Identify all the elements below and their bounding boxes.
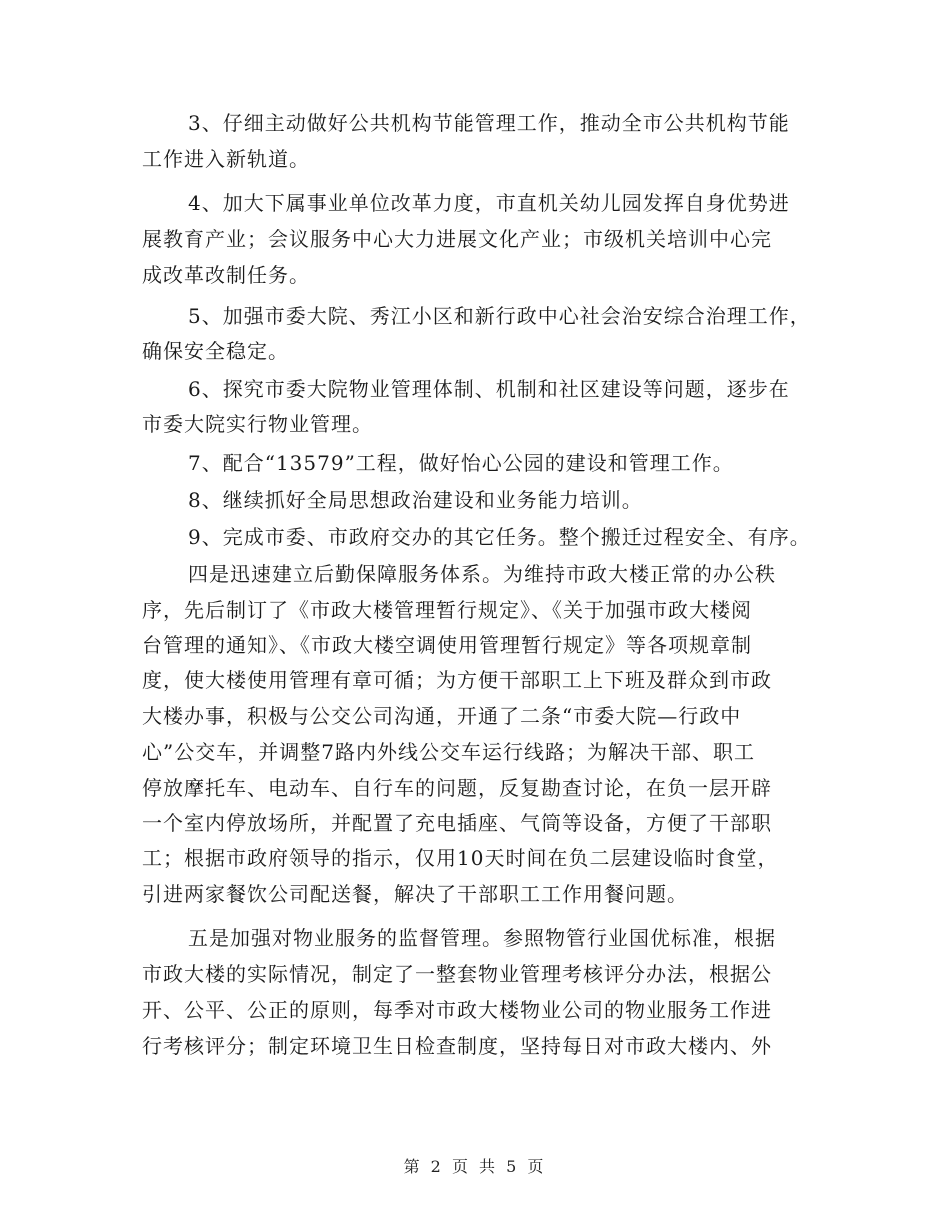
text-line: 成改革改制任务。 [142, 263, 310, 287]
text-line: 大楼办事，积极与公交公司沟通，开通了二条“市委大院—行政中 [142, 704, 742, 728]
text-line: 一个室内停放场所，并配置了充电插座、气筒等设备，方便了干部职 [142, 811, 772, 835]
text-line: 9、完成市委、市政府交办的其它任务。整个搬迁过程安全、有序。 [188, 525, 811, 549]
text-line: 心”公交车，并调整7路内外线公交车运行线路；为解决干部、职工 [142, 740, 755, 764]
page-number-footer: 第 2 页 共 5 页 [403, 1157, 547, 1176]
text-line: 4、加大下属事业单位改革力度，市直机关幼儿园发挥自身优势进 [188, 191, 790, 215]
text-line: 市委大院实行物业管理。 [142, 412, 373, 436]
text-line: 五是加强对物业服务的监督管理。参照物管行业国优标准，根据 [188, 926, 776, 950]
text-line: 四是迅速建立后勤保障服务体系。为维持市政大楼正常的办公秩 [188, 562, 776, 586]
text-line: 开、公平、公正的原则，每季对市政大楼物业公司的物业服务工作进 [142, 998, 772, 1022]
text-line: 度，使大楼使用管理有章可循；为方便干部职工上下班及群众到市政 [142, 668, 772, 692]
text-line: 停放摩托车、电动车、自行车的问题，反复勘查讨论，在负一层开辟 [142, 776, 772, 800]
text-line: 确保安全稳定。 [142, 339, 289, 363]
text-line: 6、探究市委大院物业管理体制、机制和社区建设等问题，逐步在 [188, 377, 790, 401]
text-line: 序，先后制订了《市政大楼管理暂行规定》、《关于加强市政大楼阅 [142, 598, 752, 622]
text-line: 台管理的通知》、《市政大楼空调使用管理暂行规定》等各项规章制 [142, 633, 752, 657]
text-line: 展教育产业；会议服务中心大力进展文化产业；市级机关培训中心完 [142, 227, 772, 251]
text-line: 8、继续抓好全局思想政治建设和业务能力培训。 [188, 488, 643, 512]
text-line: 工；根据市政府领导的指示，仅用10天时间在负二层建设临时食堂， [142, 846, 779, 870]
text-line: 3、仔细主动做好公共机构节能管理工作，推动全市公共机构节能 [188, 111, 790, 135]
text-line: 市政大楼的实际情况，制定了一整套物业管理考核评分办法，根据公 [142, 962, 772, 986]
text-line: 7、配合“13579”工程，做好怡心公园的建设和管理工作。 [188, 451, 734, 475]
text-line: 行考核评分；制定环境卫生日检查制度，坚持每日对市政大楼内、外 [142, 1034, 772, 1058]
text-line: 工作进入新轨道。 [142, 147, 310, 171]
text-line: 5、加强市委大院、秀江小区和新行政中心社会治安综合治理工作， [188, 304, 811, 328]
text-line: 引进两家餐饮公司配送餐，解决了干部职工工作用餐问题。 [142, 882, 688, 906]
